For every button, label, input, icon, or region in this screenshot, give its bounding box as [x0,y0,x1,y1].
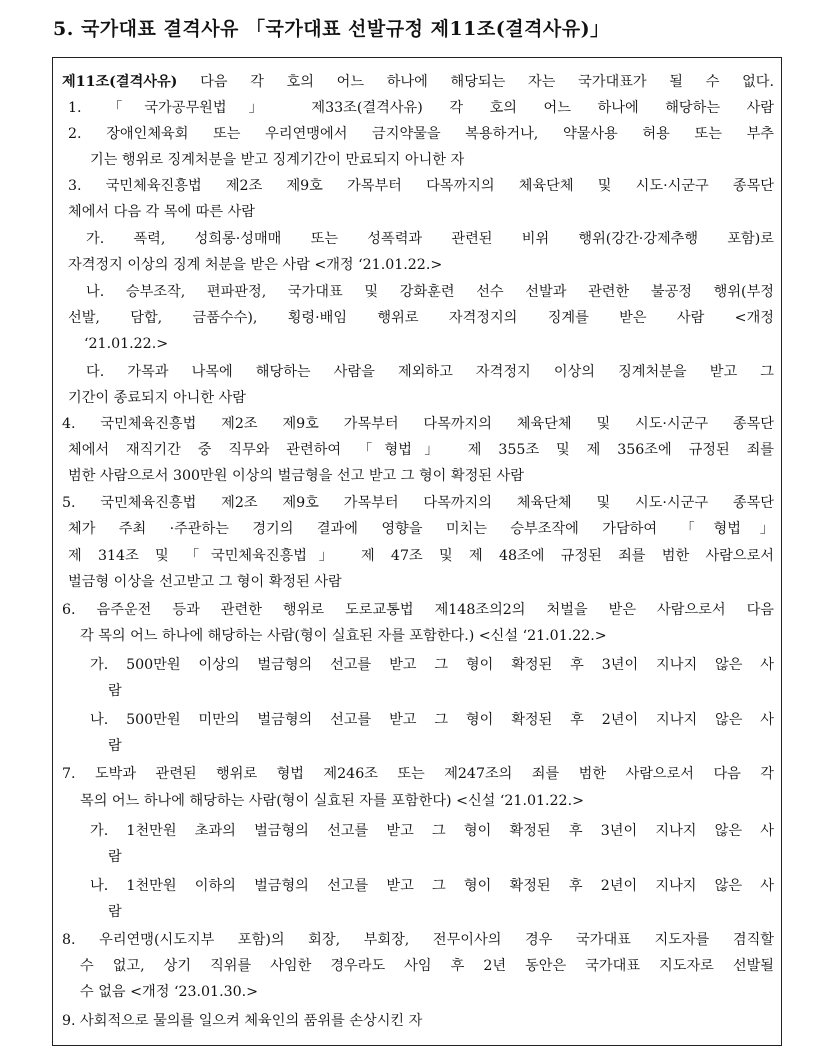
item-8-line-2: 수 없고, 상기 직위를 사임한 경우라도 사임 후 2년 동안은 국가대표 지도자로 선발될 [80,958,774,974]
item-5-line-1: 5. 국민체육진흥법 제2조 제9호 가목부터 다목까지의 체육단체 및 시도·시군구 종목단 [62,495,774,511]
item-2-line-1: 2. 장애인체육회 또는 우리연맹에서 금지약물을 복용하거나, 약물사용 허용 또는 부추 [68,126,774,142]
item-6-ga-line-2: 람 [108,683,122,699]
item-7-na-line-2: 람 [108,904,122,920]
item-3-na-line-3: ‘21.01.22.> [84,336,169,352]
item-9-line-1: 9. 사회적으로 물의를 일으켜 체육인의 품위를 손상시킨 자 [62,1013,423,1029]
item-4-line-1: 4. 국민체육진흥법 제2조 제9호 가목부터 다목까지의 체육단체 및 시도·시군구 종목단 [62,416,774,432]
item-3-line-2: 체에서 다음 각 목에 따른 사람 [68,204,256,220]
item-3-ga-line-2: 자격정지 이상의 징계 처분을 받은 사람 <개정 ‘21.01.22.> [68,257,443,273]
item-7-line-1: 7. 도박과 관련된 행위로 형법 제246조 또는 제247조의 죄를 범한 사람으로서 다음 각 [62,766,774,782]
item-6-ga-line-1: 가. 500만원 이상의 벌금형의 선고를 받고 그 형이 확정된 후 3년이 지나지 않은 사 [90,657,774,673]
item-6-na-line-1: 나. 500만원 미만의 벌금형의 선고를 받고 그 형이 확정된 후 2년이 지나지 않은 사 [90,712,774,728]
item-7-na-line-1: 나. 1천만원 이하의 벌금형의 선고를 받고 그 형이 확정된 후 2년이 지나지 않은 사 [90,878,774,894]
item-4-line-2: 체에서 재직기간 중 직무와 관련하여 「형법」 제 355조 및 제 356조에 규정된 죄를 [68,442,774,458]
item-3-da-line-1: 다. 가목과 나목에 해당하는 사람을 제외하고 자격정지 이상의 징계처분을 받고 그 [86,364,774,380]
item-2-line-2: 기는 행위로 징계처분을 받고 징계기간이 만료되지 아니한 자 [90,152,465,168]
item-3-ga-line-1: 가. 폭력, 성희롱·성매매 또는 성폭력과 관련된 비위 행위(강간·강제추행 포함)로 [86,231,774,247]
item-5-line-3: 제 314조 및 「국민체육진흥법」 제 47조 및 제 48조에 규정된 죄를 범한 사람으로서 [68,548,774,564]
article-title: 제11조(결격사유) [62,74,178,90]
section-heading: 5. 국가대표 결격사유 「국가대표 선발규정 제11조(결격사유)」 [53,18,610,40]
item-8-line-1: 8. 우리연맹(시도지부 포함)의 회장, 부회장, 전무이사의 경우 국가대표 지도자를 겸직할 [62,932,774,948]
item-3-na-line-2: 선발, 담합, 금품수수), 횡령·배임 행위로 자격정지의 징계를 받은 사람 <개정 [68,310,774,326]
item-7-line-2: 목의 어느 하나에 해당하는 사람(형이 실효된 자를 포함한다) <신설 ‘21.01.22.> [80,793,584,809]
article-intro-line [62,72,774,92]
item-7-ga-line-2: 람 [108,849,122,865]
item-1-line-1: 1. 「국가공무원법」 제33조(결격사유) 각 호의 어느 하나에 해당하는 사람 [68,100,774,116]
item-6-line-1: 6. 음주운전 등과 관련한 행위로 도로교통법 제148조의2의 처벌을 받은 사람으로서 다음 [62,602,774,618]
item-6-line-2: 각 목의 어느 하나에 해당하는 사람(형이 실효된 자를 포함한다.) <신설 ‘21.01.22.> [80,628,607,644]
item-3-da-line-2: 기간이 종료되지 아니한 사람 [68,390,246,406]
item-3-line-1: 3. 국민체육진흥법 제2조 제9호 가목부터 다목까지의 체육단체 및 시도·시군구 종목단 [68,178,774,194]
item-5-line-4: 벌금형 이상을 선고받고 그 형이 확정된 사람 [68,574,342,590]
item-6-na-line-2: 람 [108,738,122,754]
article-intro: 다음 각 호의 어느 하나에 해당되는 자는 국가대표가 될 수 없다. [177,74,774,90]
item-8-line-3: 수 없음 <개정 ‘23.01.30.> [80,984,259,1000]
item-5-line-2: 체가 주최 ·주관하는 경기의 결과에 영향을 미치는 승부조작에 가담하여 「형법」 [68,521,774,537]
item-7-ga-line-1: 가. 1천만원 초과의 벌금형의 선고를 받고 그 형이 확정된 후 3년이 지나지 않은 사 [90,823,774,839]
item-3-na-line-1: 나. 승부조작, 편파판정, 국가대표 및 강화훈련 선수 선발과 관련한 불공정 행위(부정 [86,284,774,300]
item-4-line-3: 범한 사람으로서 300만원 이상의 벌금형을 선고 받고 그 형이 확정된 사람 [68,468,524,484]
